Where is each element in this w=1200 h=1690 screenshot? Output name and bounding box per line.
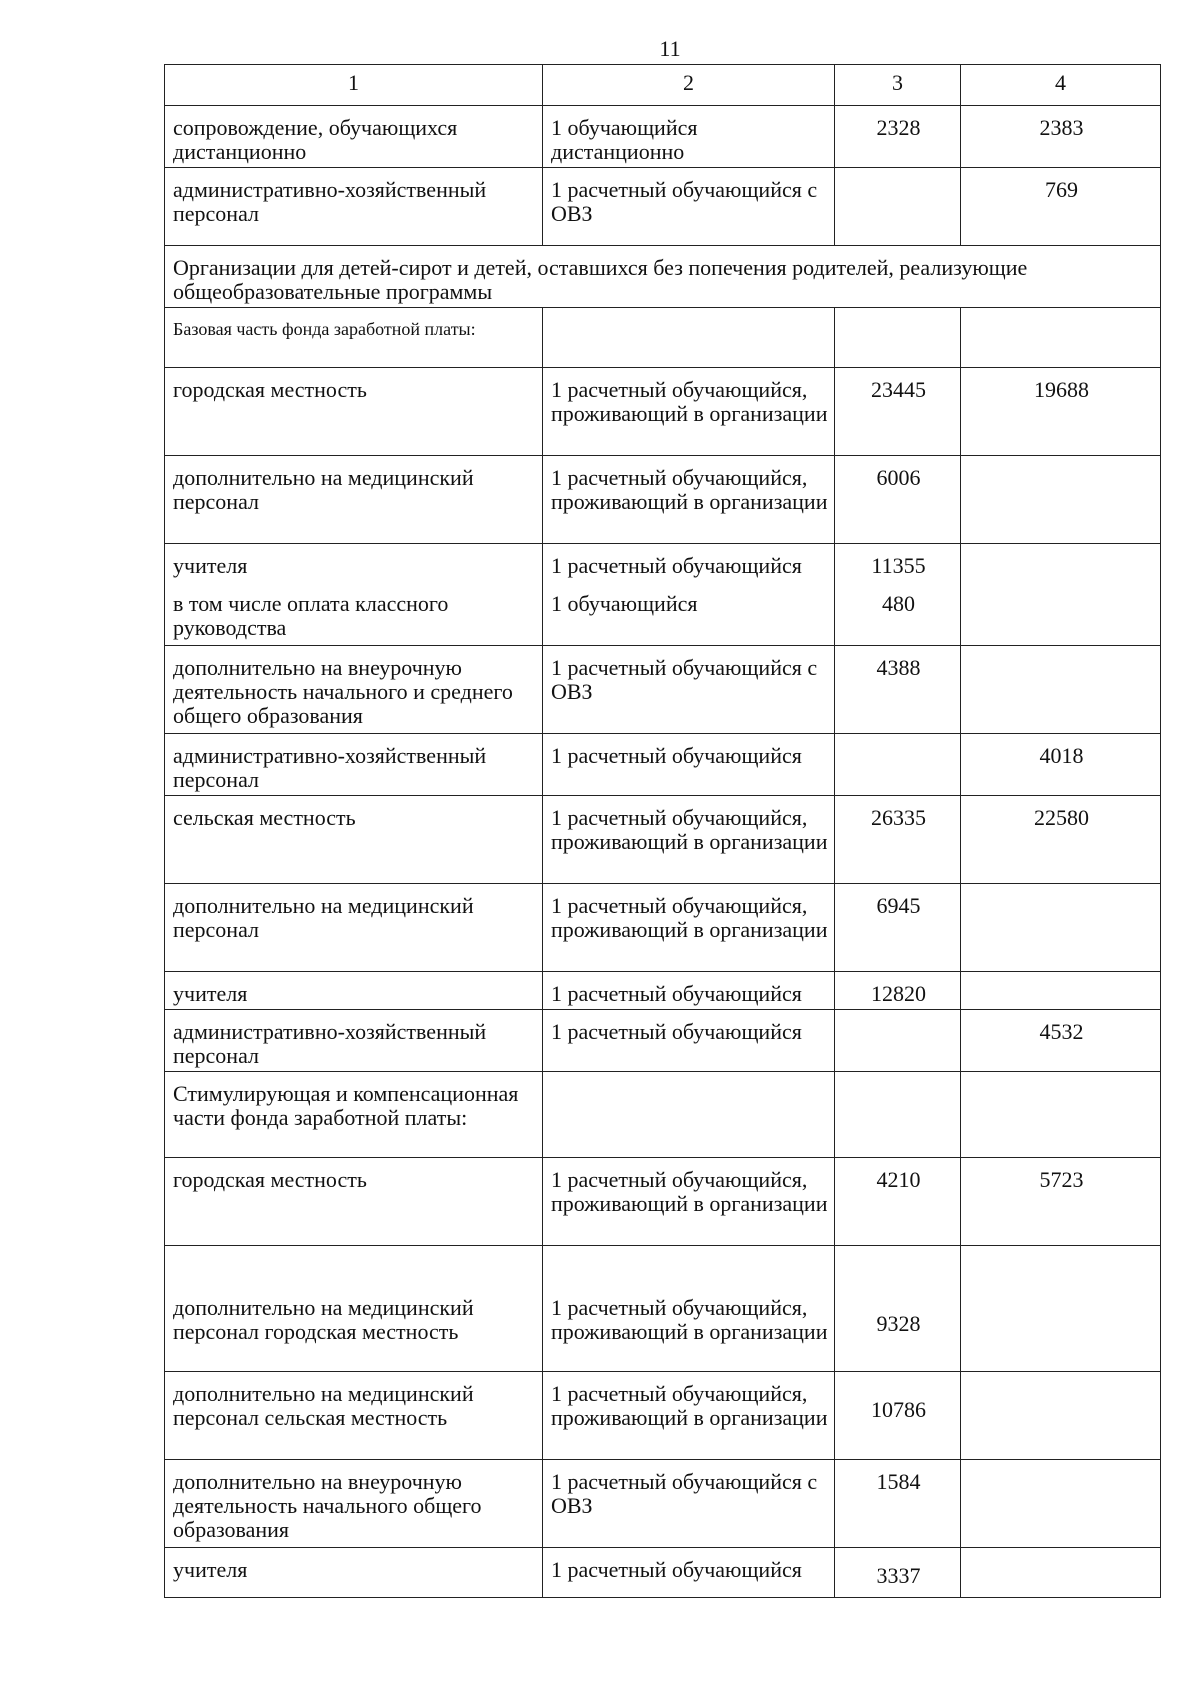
table-row [165, 796, 1161, 884]
value-cell [961, 456, 1161, 544]
value-cell: 4210 [835, 1158, 961, 1246]
normatives-table [164, 64, 1161, 1598]
unit-cell: 1 расчетный обучающийся [543, 1548, 835, 1598]
value-cell: 4018 [961, 734, 1161, 796]
category-cell: дополнительно на внеурочную деятельность начального и среднего общего образования [165, 646, 543, 734]
value-subtext: 480 [882, 591, 915, 616]
table-row [165, 884, 1161, 972]
value-cell [835, 168, 961, 246]
value-cell: 3337 [835, 1548, 961, 1598]
value-cell [835, 544, 961, 646]
table-row [165, 106, 1161, 168]
value-cell: 6006 [835, 456, 961, 544]
value-cell [961, 308, 1161, 368]
value-cell: 2328 [835, 106, 961, 168]
table-row [165, 1158, 1161, 1246]
unit-cell: 1 расчетный обучающийся с ОВЗ [543, 168, 835, 246]
category-cell: административно-хозяйственный персонал [165, 168, 543, 246]
unit-cell: 1 расчетный обучающийся [543, 1010, 835, 1072]
table-row [165, 1246, 1161, 1372]
value-cell [835, 1010, 961, 1072]
table-header-row [165, 65, 1161, 106]
table-row [165, 1010, 1161, 1072]
category-cell: дополнительно на медицинский персонал сельская местность [165, 1372, 543, 1460]
category-cell: учителя [165, 972, 543, 1010]
unit-cell: 1 расчетный обучающийся с ОВЗ [543, 1460, 835, 1548]
category-cell: дополнительно на медицинский персонал городская местность [165, 1246, 543, 1372]
unit-cell: 1 расчетный обучающийся, проживающий в организации [543, 1372, 835, 1460]
table-row [165, 456, 1161, 544]
category-cell: сопровождение, обучающихся дистанционно [165, 106, 543, 168]
table-row [165, 972, 1161, 1010]
value-cell: 2383 [961, 106, 1161, 168]
category-cell: административно-хозяйственный персонал [165, 1010, 543, 1072]
unit-cell: 1 расчетный обучающийся, проживающий в организации [543, 884, 835, 972]
category-cell [165, 544, 543, 646]
unit-cell: 1 расчетный обучающийся [543, 972, 835, 1010]
table-row [165, 1372, 1161, 1460]
value-cell: 5723 [961, 1158, 1161, 1246]
value-cell: 12820 [835, 972, 961, 1010]
table-row [165, 646, 1161, 734]
value-cell: 10786 [835, 1372, 961, 1460]
value-cell: 6945 [835, 884, 961, 972]
category-cell: дополнительно на медицинский персонал [165, 884, 543, 972]
unit-cell: 1 расчетный обучающийся, проживающий в организации [543, 1246, 835, 1372]
section-title: Организации для детей-сирот и детей, оставшихся без попечения родителей, реализующие общеобразовательные программы [165, 246, 1161, 308]
value-cell [961, 646, 1161, 734]
table-row [165, 1460, 1161, 1548]
table-row [165, 308, 1161, 368]
category-cell: Базовая часть фонда заработной платы: [165, 308, 543, 368]
unit-cell: 1 расчетный обучающийся [543, 734, 835, 796]
unit-cell [543, 1072, 835, 1158]
value-cell [961, 884, 1161, 972]
category-cell: сельская местность [165, 796, 543, 884]
table-row [165, 368, 1161, 456]
value-cell: 22580 [961, 796, 1161, 884]
unit-cell: 1 расчетный обучающийся, проживающий в организации [543, 456, 835, 544]
unit-cell [543, 544, 835, 646]
unit-text: 1 расчетный обучающийся [551, 553, 802, 578]
value-cell [835, 1072, 961, 1158]
value-cell: 23445 [835, 368, 961, 456]
table-row [165, 734, 1161, 796]
value-cell [961, 1372, 1161, 1460]
column-header-4: 4 [961, 65, 1161, 106]
category-cell: Стимулирующая и компенсационная части фонда заработной платы: [165, 1072, 543, 1158]
value-cell: 9328 [835, 1246, 961, 1372]
section-row [165, 246, 1161, 308]
category-cell: городская местность [165, 1158, 543, 1246]
value-cell [961, 972, 1161, 1010]
category-cell: городская местность [165, 368, 543, 456]
value-cell [961, 1460, 1161, 1548]
value-cell: 4532 [961, 1010, 1161, 1072]
value-cell [835, 734, 961, 796]
value-cell: 26335 [835, 796, 961, 884]
column-header-2: 2 [543, 65, 835, 106]
value-cell [961, 1548, 1161, 1598]
table-row [165, 1072, 1161, 1158]
page-number: 11 [659, 36, 681, 61]
unit-cell: 1 расчетный обучающийся, проживающий в организации [543, 796, 835, 884]
unit-cell: 1 расчетный обучающийся, проживающий в организации [543, 368, 835, 456]
category-cell: учителя [165, 1548, 543, 1598]
value-cell [961, 1246, 1161, 1372]
value-cell: 4388 [835, 646, 961, 734]
table-row [165, 1548, 1161, 1598]
unit-subtext: 1 обучающийся [551, 591, 698, 616]
column-header-1: 1 [165, 65, 543, 106]
column-header-3: 3 [835, 65, 961, 106]
value-cell: 1584 [835, 1460, 961, 1548]
table-row [165, 544, 1161, 646]
unit-cell [543, 308, 835, 368]
unit-cell: 1 расчетный обучающийся с ОВЗ [543, 646, 835, 734]
value-cell [835, 308, 961, 368]
unit-cell: 1 расчетный обучающийся, проживающий в организации [543, 1158, 835, 1246]
category-cell: административно-хозяйственный персонал [165, 734, 543, 796]
category-cell: дополнительно на внеурочную деятельность начального общего образования [165, 1460, 543, 1548]
unit-cell: 1 обучающийся дистанционно [543, 106, 835, 168]
value-cell: 769 [961, 168, 1161, 246]
category-text: учителя [173, 553, 248, 578]
value-cell [961, 1072, 1161, 1158]
category-cell: дополнительно на медицинский персонал [165, 456, 543, 544]
value-cell [961, 544, 1161, 646]
table-row [165, 168, 1161, 246]
value-cell: 19688 [961, 368, 1161, 456]
category-subtext: в том числе оплата классного руководства [173, 591, 449, 640]
value-text: 11355 [871, 553, 926, 578]
